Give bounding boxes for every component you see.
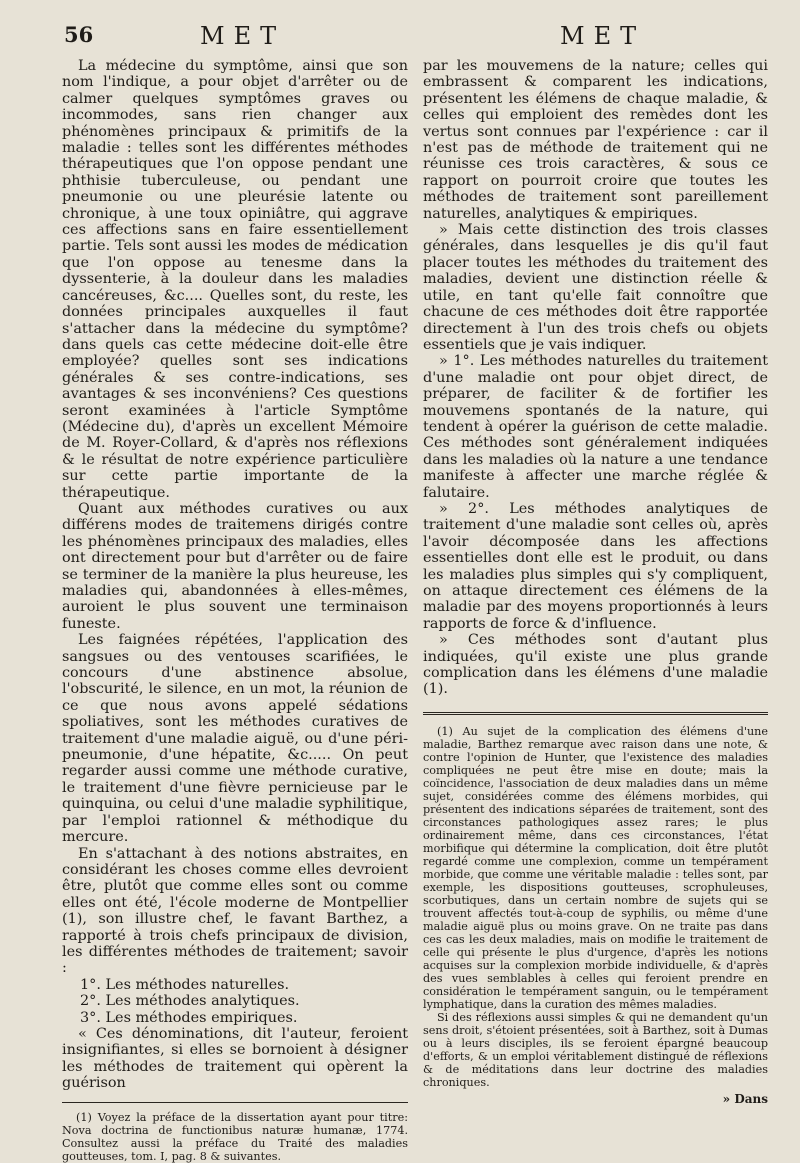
footnote: (1) Au sujet de la complication des élémens d'une maladie, Barthez remarque avec raison dans une note, & contre l'opinion de Hunter, que l'existence des maladies compliquées ne peut être mise en doute; mais la coïncidence, l'association de deux maladies dans un même sujet, considérées comme des élémens morbides, qui présentent des indications séparées de traitement, sont des circonstances pathologiques assez rares; le plus ordinairement même, dans ces circonstances, l'état morbifique qui détermine la complication, doit être plutôt regardé comme une complexion, comme un tempérament morbide, que comme une véritable maladie : telles sont, par exemple, les dispositions goutteuses, scrophuleuses, scorbutiques, dans un certain nombre de sujets qui se trouvent affectés tout-à-coup de syphilis, ou même d'une maladie aiguë plus ou moins grave. On ne traite pas dans ces cas les deux maladies, mais on modifie le traitement de celle qui présente le plus d'urgence, d'après les notions acquises sur la complexion morbide individuelle, & d'après des vues semblables à celles qui feroient prendre en considération le tempérament sanguin, ou le tempérament lymphatique, dans la curation des mêmes maladies. <box>423 724 768 1011</box>
footnote-block <box>62 1111 408 1163</box>
paragraph: » Mais cette distinction des trois classes générales, dans lesquelles je dis qu'il faut placer toutes les méthodes du traitement des maladies, devient une distinction réelle & utile, en tant qu'elle fait connoître que chacune de ces méthodes doit être rapportée directement à l'un des trois chefs ou objets essentiels que je vais indiquer. <box>423 222 768 353</box>
page-number: 56 <box>64 22 94 47</box>
left-column <box>62 58 408 1163</box>
paragraph: Les faignées répétées, l'application des sangsues ou des ventouses scarifiées, le concours d'une abstinence absolue, l'obscurité, le silence, en un mot, la réunion de ce que nous avons appelé sédations spoliatives, sont les méthodes curatives de traitement d'une maladie aiguë, ou d'une péri-pneumonie, d'une hépatite, &c..... On peut regarder aussi comme une méthode curative, le traitement d'une fièvre pernicieuse par le quinquina, ou celui d'une maladie syphilitique, par l'emploi rationnel & méthodique du mercure. <box>62 632 408 846</box>
page-header <box>0 22 800 52</box>
catchword: » Dans <box>722 1091 768 1106</box>
footnote: (1) Voyez la préface de la dissertation ayant pour titre: Nova doctrina de functionibus naturæ humanæ, 1774. Consultez aussi la préface du Traité des maladies goutteuses, tom. I, pag. 8 & suivantes. <box>62 1110 408 1163</box>
footnote-rule <box>62 1102 408 1103</box>
right-column <box>423 58 768 1107</box>
footnote: Si des réflexions aussi simples & qui ne demandent qu'un sens droit, s'étoient présentées, soit à Barthez, soit à Dumas ou à leurs disciples, ils se feroient épargné beaucoup d'efforts, & un emploi véritablement distingué de réflexions & de méditations dans leur doctrine des maladies chroniques. <box>423 1010 768 1089</box>
list-item: 2°. Les méthodes analytiques. <box>80 993 300 1010</box>
paragraph: La médecine du symptôme, ainsi que son nom l'indique, a pour objet d'arrêter ou de calmer quelques symptômes graves ou incommodes, sans rien changer aux phénomènes principaux & primitifs de la maladie : telles sont les différentes méthodes thérapeutiques que l'on oppose pendant une phthisie tuberculeuse, ou pendant une pneumonie ou une pleurésie latente ou chronique, à une toux opiniâtre, qui aggrave ces affections sans en faire essentiellement partie. Tels sont aussi les modes de médication que l'on oppose au tenesme dans la dyssenterie, à la douleur dans les maladies cancéreuses, &c.... Quelles sont, du reste, les données principales auxquelles il faut s'attacher dans la médecine du symptôme? dans quels cas cette médecine doit-elle être employée? quelles sont ses indications générales & ses contre-indications, ses avantages & ses inconvéniens? Ces questions seront examinées à l'article Symptôme (Médecine du), d'après un excellent Mémoire de M. Royer-Collard, & d'après nos réflexions & le résultat de notre expérience particulière sur cette partie importante de la thérapeutique. <box>62 58 408 501</box>
paragraph: par les mouvemens de la nature; celles qui embrassent & comparent les indications, présentent les élémens de chaque maladie, & celles qui emploient des remèdes dont les vertus sont connues par l'expérience : car il n'est pas de méthode de traitement qui ne réunisse ces trois caractères, & sous ce rapport on pourroit croire que toutes les méthodes de traitement sont pareillement naturelles, analytiques & empiriques. <box>423 58 768 222</box>
running-head-left: MET <box>200 22 286 50</box>
paragraph: « Ces dénominations, dit l'auteur, feroient insignifiantes, si elles se bornoient à désigner les méthodes de traitement qui opèrent la guérison <box>62 1025 408 1092</box>
paragraph: » 1°. Les méthodes naturelles du traitement d'une maladie ont pour objet direct, de préparer, de faciliter & de fortifier les mouvemens spontanés de la nature, qui tendent à opérer la guérison de cette maladie. Ces méthodes sont généralement indiquées dans les maladies où la nature a une tendance manifeste à affecter une marche réglée & falutaire. <box>423 353 768 501</box>
paragraph: » Ces méthodes sont d'autant plus indiquées, qu'il existe une plus grande complication dans les élémens d'une maladie (1). <box>423 632 768 698</box>
list-item: 1°. Les méthodes naturelles. <box>80 976 290 993</box>
footnote-rule <box>423 712 768 715</box>
paragraph: » 2°. Les méthodes analytiques de traitement d'une maladie sont celles où, après l'avoir décomposée dans les affections essentielles dont elle est le produit, ou dans les maladies plus simples qui s'y compliquent, on attaque directement ces élémens de la maladie par des moyens proportionnés à leurs rapports de force & d'influence. <box>423 500 768 632</box>
footnote-block <box>423 725 768 1089</box>
paragraph: En s'attachant à des notions abstraites, en considérant les choses comme elles devroient être, plutôt que comme elles sont ou comme elles ont été, l'école moderne de Montpellier (1), son illustre chef, le favant Barthez, a rapporté à trois chefs principaux de division, les différentes méthodes de traitement; savoir : <box>62 845 408 977</box>
running-head-right: MET <box>560 22 646 50</box>
paragraph: Quant aux méthodes curatives ou aux différens modes de traitemens dirigés contre les phénomènes principaux des maladies, elles ont directement pour but d'arrêter ou de faire se terminer de la manière la plus heureuse, les maladies qui, abandonnées à elles-mêmes, auroient le plus souvent une terminaison funeste. <box>62 500 408 632</box>
list-item: 3°. Les méthodes empiriques. <box>80 1009 298 1026</box>
